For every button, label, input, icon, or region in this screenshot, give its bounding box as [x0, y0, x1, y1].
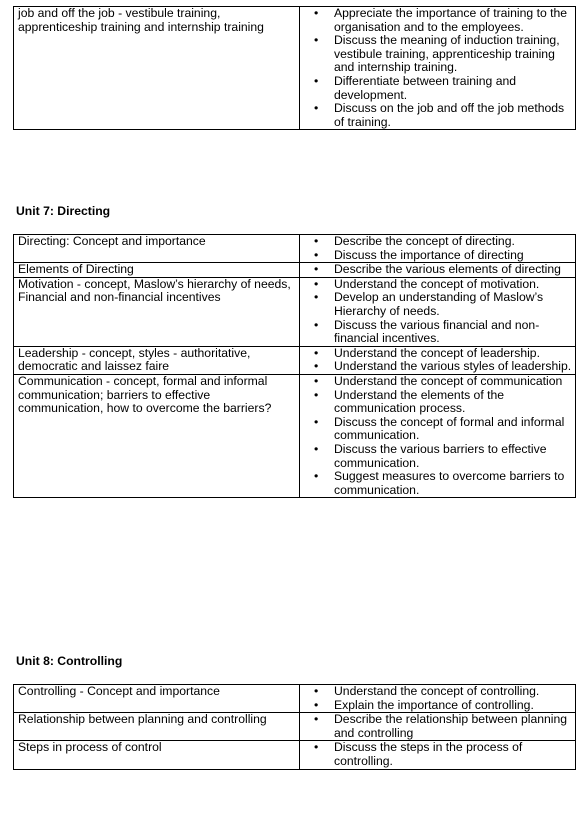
list-item: • Explain the importance of controlling. [300, 699, 572, 713]
list-item: • Discuss on the job and off the job methods of training. [300, 102, 572, 129]
list-item: • Understand the concept of motivation. [300, 278, 572, 292]
syllabus-table-unit-8 [13, 684, 576, 770]
table-row [14, 346, 576, 374]
list-item: • Describe the concept of directing. [300, 235, 572, 249]
topic-cell: Relationship between planning and controlling [14, 713, 300, 741]
list-item: • Discuss the importance of directing [300, 249, 572, 263]
list-item: • Develop an understanding of Maslow’s Hierarchy of needs. [300, 291, 572, 318]
table-row [14, 713, 576, 741]
topic-cell: Directing: Concept and importance [14, 235, 300, 263]
topic-cell: Motivation - concept, Maslow’s hierarchy of needs, Financial and non-financial incentives [14, 277, 300, 346]
syllabus-table-unit-7 [13, 234, 576, 498]
topic-cell: Controlling - Concept and importance [14, 685, 300, 713]
objectives-cell [300, 277, 576, 346]
objectives-list [300, 235, 572, 262]
objectives-list [300, 685, 572, 712]
list-item: • Understand the various styles of leadership. [300, 360, 572, 374]
topic-cell: job and off the job - vestibule training, apprenticeship training and internship training [14, 7, 300, 130]
list-item: • Describe the relationship between planning and controlling [300, 713, 572, 740]
topic-cell: Elements of Directing [14, 263, 300, 278]
list-item: • Appreciate the importance of training to the organisation and to the employees. [300, 7, 572, 34]
table-row [14, 277, 576, 346]
topic-cell: Communication - concept, formal and informal communication; barriers to effective communication, how to overcome the barriers? [14, 374, 300, 497]
list-item: • Discuss the steps in the process of controlling. [300, 741, 572, 768]
table-row [14, 263, 576, 278]
list-item: • Discuss the various barriers to effective communication. [300, 443, 572, 470]
list-item: • Discuss the various financial and non-financial incentives. [300, 319, 572, 346]
unit-7-heading: Unit 7: Directing [16, 204, 111, 218]
objectives-cell [300, 374, 576, 497]
list-item: • Discuss the meaning of induction training, vestibule training, apprenticeship training and internship training. [300, 34, 572, 75]
topic-cell: Leadership - concept, styles - authoritative, democratic and laissez faire [14, 346, 300, 374]
objectives-list [300, 263, 572, 277]
topic-cell: Steps in process of control [14, 741, 300, 769]
objectives-list [300, 741, 572, 768]
syllabus-table-unit-6-continued [13, 6, 576, 130]
objectives-cell [300, 235, 576, 263]
list-item: • Differentiate between training and development. [300, 75, 572, 102]
objectives-list [300, 713, 572, 740]
list-item: • Understand the concept of leadership. [300, 347, 572, 361]
list-item: • Understand the elements of the communication process. [300, 389, 572, 416]
objectives-list [300, 347, 572, 374]
table-row [14, 235, 576, 263]
objectives-list [300, 278, 572, 346]
table-row [14, 685, 576, 713]
table-row [14, 7, 576, 130]
objectives-cell [300, 685, 576, 713]
list-item: • Describe the various elements of directing [300, 263, 572, 277]
objectives-list [300, 7, 572, 129]
table-row [14, 741, 576, 769]
list-item: • Understand the concept of communication [300, 375, 572, 389]
objectives-cell [300, 346, 576, 374]
list-item: • Suggest measures to overcome barriers to communication. [300, 470, 572, 497]
table-row [14, 374, 576, 497]
list-item: • Understand the concept of controlling. [300, 685, 572, 699]
objectives-list [300, 375, 572, 497]
objectives-cell [300, 713, 576, 741]
list-item: • Discuss the concept of formal and informal communication. [300, 416, 572, 443]
objectives-cell [300, 741, 576, 769]
objectives-cell [300, 7, 576, 130]
unit-8-heading: Unit 8: Controlling [16, 654, 123, 668]
objectives-cell [300, 263, 576, 278]
